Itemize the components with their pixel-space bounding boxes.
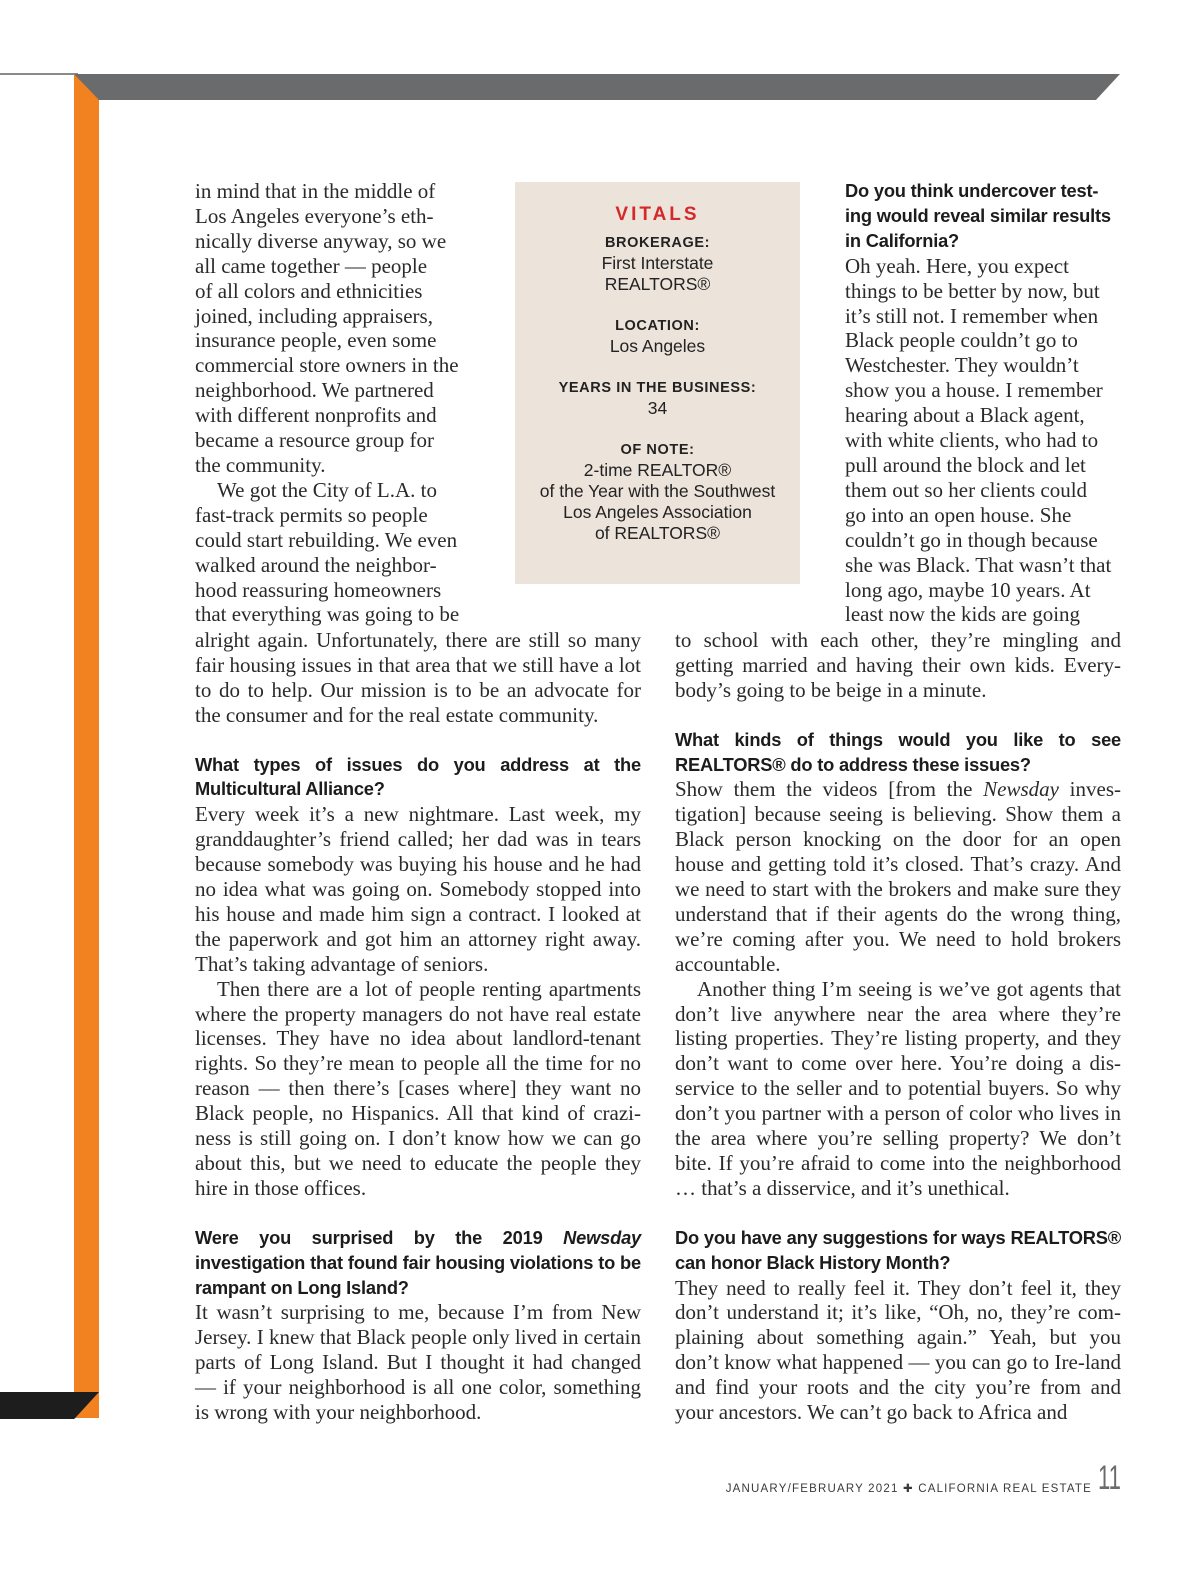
text-line: neighborhood. We partnered xyxy=(195,378,434,403)
note-label: OF NOTE: xyxy=(620,442,695,458)
vitals-title: VITALS xyxy=(615,204,700,225)
location-label: LOCATION: xyxy=(615,318,700,334)
note-line: of REALTORS® xyxy=(594,523,721,543)
paragraph: Then there are a lot of people renting apartments where the property managers do not have real estate licenses. They have no idea about landlord-tenant rights. So they’re mean to people all the time for no reason — then there’s [cases where] they want no Black people, no Hispanics. All that kind of crazi-ness is still going on. I don’t know how we can go about this, but we need to educate the people they hire in those offices. xyxy=(195,976,641,1200)
years-value: 34 xyxy=(647,398,668,418)
note-block xyxy=(515,440,800,544)
text-line: go into an open house. She xyxy=(845,502,1072,527)
text-line: Westchester. They wouldn’t xyxy=(845,353,1079,378)
paragraph xyxy=(675,777,1121,976)
top-grey-bar xyxy=(74,74,1120,100)
brokerage-line: REALTORS® xyxy=(604,274,711,294)
note-line: 2-time REALTOR® xyxy=(583,460,732,480)
text-line: with different nonprofits and xyxy=(195,403,437,428)
text-line: them out so her clients could xyxy=(845,477,1088,502)
column-3-top xyxy=(845,179,1130,627)
location-value: Los Angeles xyxy=(609,336,706,356)
text-line: things to be better by now, but xyxy=(845,278,1100,303)
text-line: Los Angeles everyone’s eth- xyxy=(195,203,434,228)
text-line: least now the kids are going xyxy=(845,602,1081,627)
paragraph: They need to really feel it. They don’t feel it, they don’t understand it; it’s like, “Oh, no, they’re com-plaining about something again.” Yeah, but you don’t know what happened — you can go to Ire-land and find your roots and the city you’re from and your ancestors. We can’t go back to Africa and xyxy=(675,1275,1121,1425)
text-line: commercial store owners in the xyxy=(195,353,459,378)
text-line: hearing about a Black agent, xyxy=(845,403,1085,428)
years-block xyxy=(515,378,800,419)
text-line: show you a house. I remember xyxy=(845,378,1103,403)
question-heading: in California? xyxy=(845,229,960,251)
text-line: became a resource group for xyxy=(195,428,435,453)
text-line: Black people couldn’t go to xyxy=(845,328,1078,353)
text-line: she was Black. That wasn’t that xyxy=(845,552,1112,577)
question-heading: Do you have any suggestions for ways REALTORS® can honor Black History Month? xyxy=(675,1226,1121,1273)
years-label: YEARS IN THE BUSINESS: xyxy=(558,380,757,396)
left-orange-bar xyxy=(74,74,99,1418)
answer-lines xyxy=(845,254,1130,628)
page-number: 11 xyxy=(1098,1459,1121,1497)
page-footer: JANUARY/FEBRUARY 2021 ✚ CALIFORNIA REAL ESTATE xyxy=(725,1483,1092,1495)
text-line: insurance people, even some xyxy=(195,328,437,353)
text-line: of all colors and ethnicities xyxy=(195,278,423,303)
text-line: joined, including appraisers, xyxy=(195,303,433,328)
text-line: that everything was going to be xyxy=(195,602,460,627)
column-2-body xyxy=(675,628,1121,1425)
text-line: with white clients, who had to xyxy=(845,428,1099,453)
text-line: the community. xyxy=(195,452,326,477)
text-line: in mind that in the middle of xyxy=(195,179,436,203)
paragraph: alright again. Unfortunately, there are still so many fair housing issues in that area that we still have a lot to do to help. Our mission is to be an advocate for the consumer and for the real estate community. xyxy=(195,628,641,727)
paragraph: It wasn’t surprising to me, because I’m from New Jersey. I knew that Black people only lived in certain parts of Long Island. But I thought it had changed — if your neighborhood is all one color, something is wrong with your neighborhood. xyxy=(195,1300,641,1425)
paragraph: Every week it’s a new nightmare. Last week, my granddaughter’s friend called; her dad was in tears because somebody was buying his house and he had no idea what was going on. Somebody stopped into his house and made him sign a contract. I looked at the paperwork and got him an attorney right away. That’s taking advantage of seniors. xyxy=(195,802,641,976)
text-line: couldn’t go in though because xyxy=(845,527,1098,552)
vitals-box xyxy=(515,182,800,584)
question-heading: Do you think undercover test- xyxy=(845,180,1099,201)
brokerage-label: BROKERAGE: xyxy=(604,235,711,251)
heading-text: investigation that found fair housing violations to be rampant on Long Island? xyxy=(195,1251,641,1298)
location-block xyxy=(515,316,800,357)
question-heading xyxy=(195,1226,641,1301)
note-line: Los Angeles Association xyxy=(563,502,752,522)
text-line: Oh yeah. Here, you expect xyxy=(845,253,1069,278)
text-line: We got the City of L.A. to xyxy=(217,477,437,502)
heading-italic: Newsday xyxy=(563,1226,641,1248)
paragraph: to school with each other, they’re mingling and getting married and having their own kids. Every-body’s going to be beige in a minute. xyxy=(675,628,1121,702)
text-line: walked around the neighbor- xyxy=(195,552,437,577)
question-heading: What kinds of things would you like to see REALTORS® do to address these issues? xyxy=(675,728,1121,775)
note-line: of the Year with the Southwest xyxy=(539,481,776,501)
brokerage-block xyxy=(515,233,800,295)
text-run: inves-tigation] because seeing is believing. Show them a Black person knocking on the door for an open house and getting told it’s closed. That’s crazy. And we need to start with the brokers and make sure they understand that if their agents do the wrong thing, we’re coming after you. We need to hold brokers accountable. xyxy=(675,777,1121,976)
column-1-top xyxy=(195,179,495,627)
text-line: it’s still not. I remember when xyxy=(845,303,1099,328)
question-heading: ing would reveal similar results xyxy=(845,204,1111,226)
text-line: hood reassuring homeowners xyxy=(195,577,442,602)
top-left-rule xyxy=(0,73,78,75)
italic-run: Newsday xyxy=(983,777,1059,802)
text-line: could start rebuilding. We even xyxy=(195,527,458,552)
text-line: nically diverse anyway, so we xyxy=(195,228,447,253)
text-line: pull around the block and let xyxy=(845,452,1086,477)
column-1-body xyxy=(195,628,641,1425)
text-line: fast-track permits so people xyxy=(195,502,428,527)
brokerage-line: First Interstate xyxy=(601,253,714,273)
paragraph: Another thing I’m seeing is we’ve got agents that don’t live anywhere near the area where they’re listing properties. They’re listing property, and they don’t want to come over here. You’re doing a dis-service to the seller and to potential buyers. So why don’t you partner with a person of color who lives in the area where you’re selling property? We don’t bite. If you’re afraid to come into the neighborhood … that’s a disservice, and it’s unethical. xyxy=(675,976,1121,1200)
text-run: Show them the videos [from the xyxy=(675,777,984,802)
text-line: long ago, maybe 10 years. At xyxy=(845,577,1091,602)
question-heading: What types of issues do you address at the Multicultural Alliance? xyxy=(195,753,641,800)
text-line: all came together — people xyxy=(195,253,428,278)
heading-text: Were you surprised by the 2019 xyxy=(195,1226,564,1248)
